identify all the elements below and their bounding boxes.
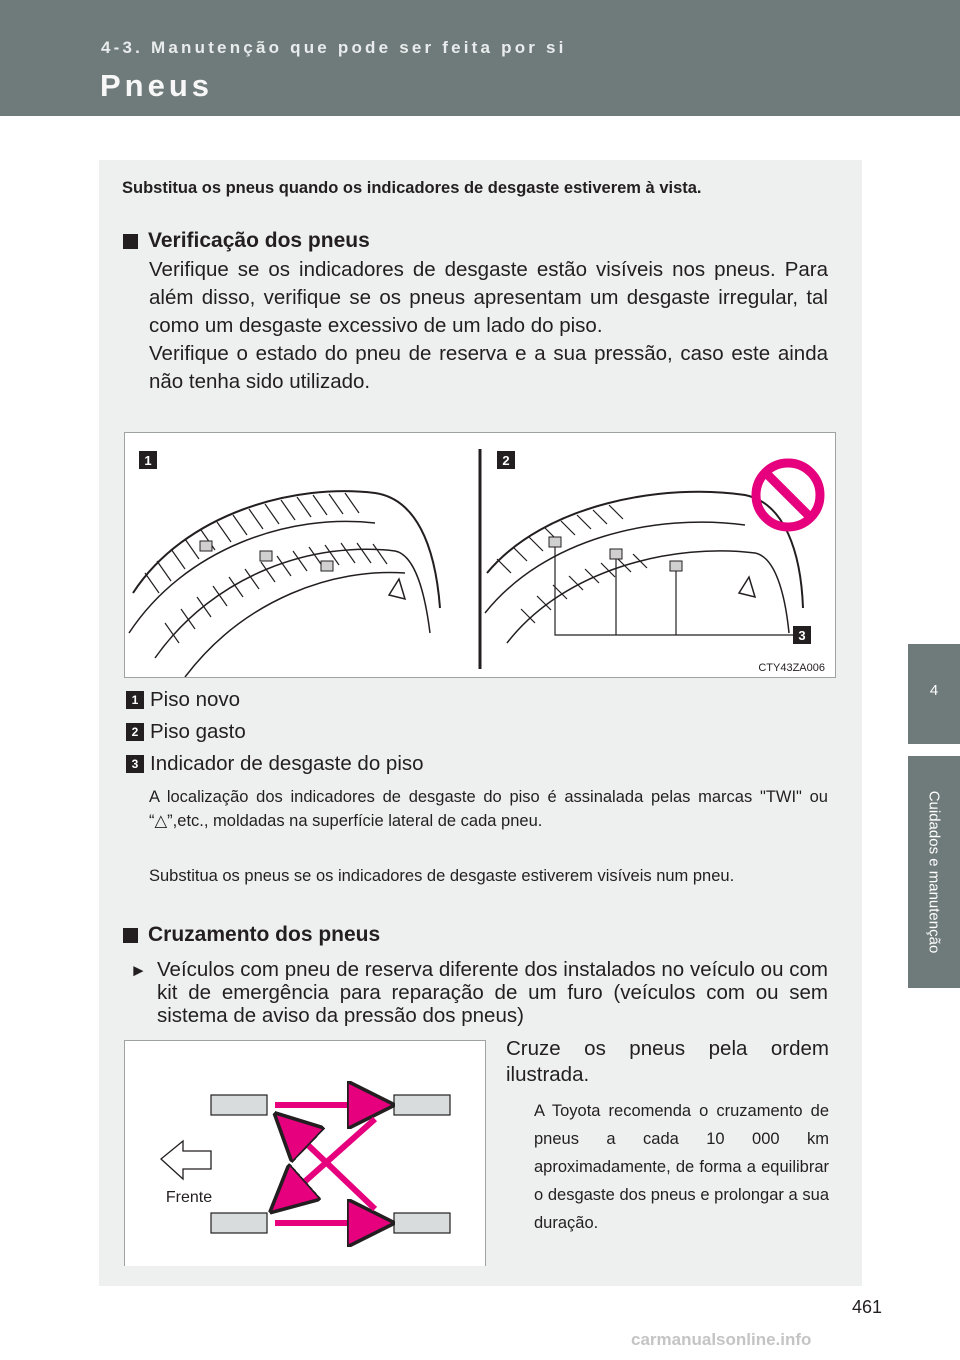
front-arrow-icon: [161, 1141, 211, 1179]
chapter-label-tab[interactable]: [908, 756, 960, 988]
badge-2-text: 2: [502, 453, 510, 468]
square-bullet-icon: [123, 234, 138, 249]
tire-rear-right: [394, 1213, 450, 1233]
front-label: Frente: [165, 1189, 213, 1206]
legend-item-3: [126, 752, 424, 776]
legend-item-2: [126, 720, 246, 744]
page-number: 461: [852, 1297, 883, 1317]
check-body: [149, 256, 828, 396]
legend-badge-2: 2: [126, 723, 144, 741]
square-bullet-icon: [123, 928, 138, 943]
twi-note: A localização dos indicadores de desgaste do piso é assinalada pelas marcas "TWI" ou “△”,etc., moldadas na superfície lateral de cada pneu.: [149, 788, 828, 830]
tire-rotation-figure: [124, 1040, 486, 1266]
rotation-bullet: [130, 958, 828, 1027]
tire-front-left: [211, 1095, 267, 1115]
triangle-right-icon: ►: [130, 961, 147, 980]
replace-note: Substitua os pneus se os indicadores de desgaste estiverem visíveis num pneu.: [149, 867, 735, 885]
page-title: Pneus: [100, 68, 214, 103]
check-paragraph-1: Verifique se os indicadores de desgaste estão visíveis nos pneus. Para além disso, verifique se os pneus apresentam um desgaste irregular, tal como um desgaste excessivo de um lado do piso.: [149, 258, 828, 337]
new-tread-drawing: [129, 491, 440, 677]
arrow-rear-right-to-front-left: [287, 1125, 375, 1209]
rotation-recommendation: A Toyota recomenda o cruzamento de pneus a cada 10 000 km aproximadamente, de forma a equilibrar o desgaste dos pneus e prolongar a sua duração.: [534, 1102, 829, 1232]
watermark: carmanualsonline.info: [631, 1330, 812, 1349]
badge-3-text: 3: [798, 628, 806, 643]
tire-front-right: [394, 1095, 450, 1115]
worn-tread-drawing: [485, 492, 806, 643]
rotation-bullet-text: Veículos com pneu de reserva diferente dos instalados no veículo ou com kit de emergência para reparação de um furo (veículos com ou sem sistema de aviso da pressão dos pneus): [157, 958, 828, 1027]
rotation-diagram: [125, 1041, 485, 1267]
legend-label-1: Piso novo: [150, 688, 241, 711]
check-heading: [123, 229, 370, 253]
rotation-heading: [123, 923, 380, 947]
badge-1-text: 1: [144, 453, 152, 468]
rotation-instruction: Cruze os pneus pela ordem ilustrada.: [506, 1037, 829, 1086]
intro-text: Substitua os pneus quando os indicadores de desgaste estiverem à vista.: [122, 179, 702, 197]
chapter-number: 4: [929, 682, 939, 699]
tread-wear-figure: [124, 432, 836, 678]
chapter-label: Cuidados e manutenção: [925, 790, 943, 954]
chapter-number-tab[interactable]: [908, 644, 960, 744]
legend-label-2: Piso gasto: [150, 720, 246, 743]
legend-label-3: Indicador de desgaste do piso: [150, 752, 424, 775]
page-header: [0, 0, 960, 116]
tire-rear-left: [211, 1213, 267, 1233]
tread-illustration: [125, 433, 835, 677]
legend-item-1: [126, 688, 240, 712]
check-heading-text: Verificação dos pneus: [148, 229, 370, 252]
legend-badge-1: 1: [126, 691, 144, 709]
rotation-heading-text: Cruzamento dos pneus: [148, 923, 381, 946]
check-paragraph-2: Verifique o estado do pneu de reserva e a sua pressão, caso este ainda não tenha sido utilizado.: [149, 342, 828, 393]
prohibited-sign-icon: [756, 463, 820, 527]
figure-code: CTY43ZA006: [758, 662, 825, 674]
section-title: 4-3. Manutenção que pode ser feita por si: [101, 38, 567, 57]
legend-badge-3: 3: [126, 755, 144, 773]
